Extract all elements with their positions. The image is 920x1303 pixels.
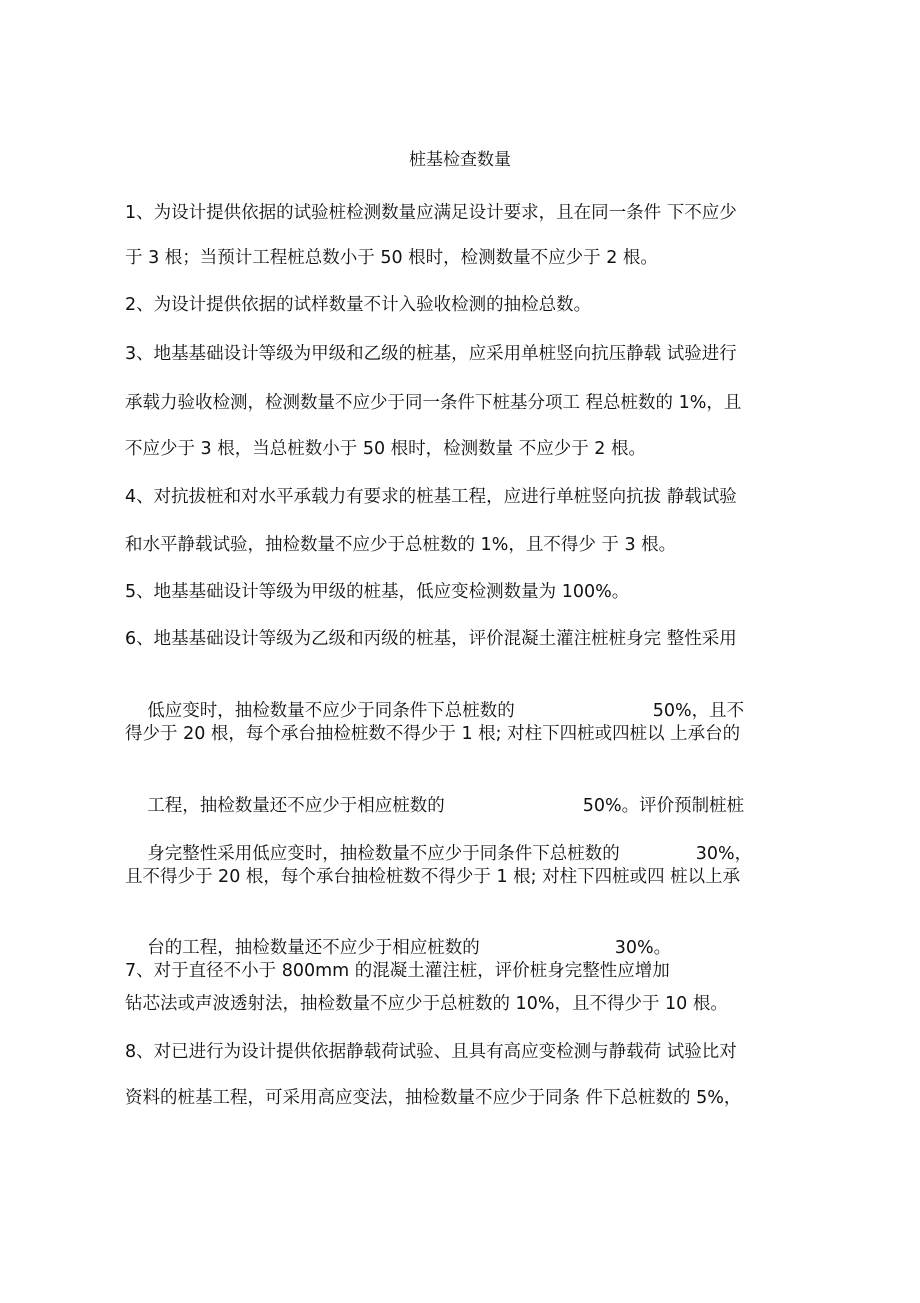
text-line: 3、地基基础设计等级为甲级和乙级的桩基，应采用单桩竖向抗压静载 试验进行: [125, 344, 737, 364]
text-line: 不应少于 3 根，当总桩数小于 50 根时，检测数量 不应少于 2 根。: [125, 439, 646, 459]
text-segment: 50%。评价预制桩桩: [582, 796, 745, 816]
text-segment: 30%。: [614, 938, 672, 958]
text-line: 7、对于直径不小于 800mm 的混凝土灌注桩，评价桩身完整性应增加: [125, 961, 670, 981]
text-line: 6、地基基础设计等级为乙级和丙级的桩基，评价混凝土灌注桩桩身完 整性采用: [125, 629, 737, 649]
text-line: 得少于 20 根，每个承台抽检桩数不得少于 1 根; 对柱下四桩或四桩以 上承台的: [125, 724, 741, 744]
text-line: 资料的桩基工程，可采用高应变法，抽检数量不应少于同条 件下总桩数的 5%，: [125, 1088, 742, 1108]
text-line: 8、对已进行为设计提供依据静载荷试验、且具有高应变检测与静载荷 试验比对: [125, 1042, 737, 1062]
text-line: 于 3 根；当预计工程桩总数小于 50 根时，检测数量不应少于 2 根。: [125, 248, 658, 268]
text-line: 和水平静载试验，抽检数量不应少于总桩数的 1%，且不得少 于 3 根。: [125, 535, 677, 555]
text-segment: 工程，抽检数量还不应少于相应桩数的: [147, 796, 445, 816]
text-line: 且不得少于 20 根，每个承台抽检桩数不得少于 1 根; 对柱下四桩或四 桩以上承: [125, 867, 741, 887]
text-line: 2、为设计提供依据的试样数量不计入验收检测的抽检总数。: [125, 295, 592, 315]
text-line: 1、为设计提供依据的试验桩检测数量应满足设计要求，且在同一条件 下不应少: [125, 203, 737, 223]
text-line: 钻芯法或声波透射法，抽检数量不应少于总桩数的 10%，且不得少于 10 根。: [125, 994, 728, 1014]
text-segment: 50%，且不: [652, 701, 745, 721]
text-line: 4、对抗拔桩和对水平承载力有要求的桩基工程，应进行单桩竖向抗拔 静载试验: [125, 487, 737, 507]
text-line: 5、地基基础设计等级为甲级的桩基，低应变检测数量为 100%。: [125, 582, 630, 602]
document-title: 桩基检查数量: [409, 150, 511, 170]
text-line: 承载力验收检测，检测数量不应少于同一条件下桩基分项工 程总桩数的 1%，且: [125, 393, 742, 413]
text-segment: 30%，: [695, 844, 753, 864]
text-segment: 低应变时，抽检数量不应少于同条件下总桩数的: [147, 701, 515, 721]
text-segment: 身完整性采用低应变时，抽检数量不应少于同条件下总桩数的: [147, 844, 620, 864]
text-segment: 台的工程，抽检数量还不应少于相应桩数的: [147, 938, 480, 958]
